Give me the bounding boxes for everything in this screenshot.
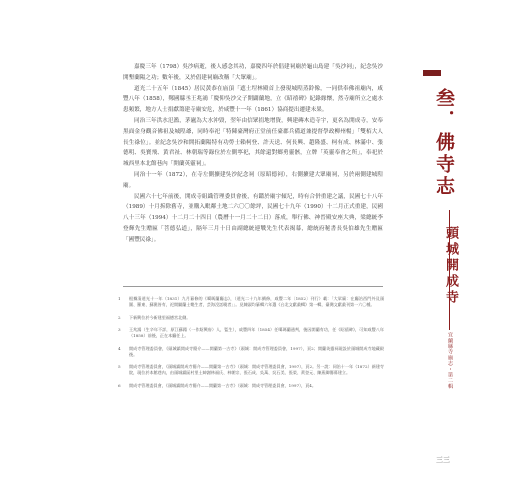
footnote-text: 開成寺管理委員會，《頭城鎮開成寺簡介——開蘭第一古寺》（頭城：開成寺管理委員會，1997），頁2。另一說：同治十一年（1872）新建寺院，現位於本館巷內，由頭城鎮區村里士紳謝林福氏、林朝宗、張石成、吳萬、吳石美、張榮、黃登元、陳燕卿籌募建立。 [129,364,384,376]
footnote [118,327,384,339]
footnote-text: 開成寺管理委員會，《頭城鎮開成寺簡介——開蘭第一古寺》（頭城：開成寺管理委員會，1997），頁4。 [129,382,316,388]
main-text-column [123,62,383,246]
body-paragraph: 同治三年洪水氾濫，茅廬為大水沖毀，翌年由信眾捐地增資，興建磚木造寺宇，更名為開成寺，安奉黑面金身觀音佛祖及城隍爺，同時奉祀「特陳臺灣府正堂前任臺郡兵備道兼提督學政柳州楊」「雙栢大人長生祿位」。並紀念吳沙和開拓蘭陽特有功勞士賴柯登、許天送、何長興、趙隆盛、柯有成、林滿中、張德明、吳寶飛、黃君祉、林朝瑞等錄位於左側寧祀，其餘還對鄉勇靈骸，立牌「英靈奉會之所」，奉祀於城西里本北館巷內「開蘭英靈祠」。 [123,117,383,168]
footnote [118,364,384,376]
section-title: 頭城開成寺 [443,226,458,306]
footnote-text: 根據清道光十一年（1831）九月纂修的《噶瑪蘭廳志》，（道光二十九年續修，咸豐二年〔1852〕刊行）載：「大眾廟：在廳治西門外及頭圍、羅東、蘇澳皆有，祀開闢蘭土斃生者，芸海沒話曉者」」。見陳淑均纂輯六年選《台北文獻叢輯》第一輯，臺灣文獻叢刊第一六〇種。 [129,296,384,308]
footnote [118,346,384,358]
footnote [118,296,384,308]
footnote-number: 4 [118,345,121,351]
footnote [118,315,384,321]
running-head: 宜蘭縣寺廟志・第二輯 [447,332,453,389]
page-number: 三三 [436,456,450,464]
chapter-title: 叁．佛寺志 [433,88,455,198]
body-paragraph: 道光二十五年（1845）居民黃恭在庙頂「遮土埕林殿首上發現城隍蒸鈴像，一同供奉佛祖廟內，咸豐八年（1858），鄭國縣丞王兆鴻「慶仰吳沙父子開闢蘭地，立《昭禧碑》紀錄緣懷，然寺廟所立之處水患頻繁，地方人士捐獻籌建寺廟安危，於咸豐十一年（1861）協商提出遷建未果。 [123,85,383,114]
body-paragraph: 民國六十七年前後，開成寺組織管理委員會後，有鑑於廟宇傾圮，時有合併重建之議，民國七十八年（1989）十月拆除舊寺，並購入毗鄰土地二六〇〇餘坪，民國七十九年（1990）十二月正式重建，民國八十三年（1994）十二月二十四日（農曆十一月二十二日）落成，舉行佛、神晉殿安座大典，梁總統李登輝先生贈匾「菩德弘道」，隔年三月十日由副總統連戰先生代表揭幕，總統府秘書長吳伯雄先生贈匾「國豐民祿」。 [123,193,383,243]
footnote-text: 開成寺管理委員會，《頭城鎮開成寺簡介——開蘭第一古寺》（頭城：開成寺管理委員會，1997），頁2；開蘭英靈祠現設於頭城開成寺地藏殿後。 [129,345,384,357]
footnote-divider [123,286,383,287]
footnote-text: 王兆鴻（生卒年不詳，原江蘇籍（一作紹興府）人，監生），咸豐四年（1854）任噶瑪蘭通判，後因開蘭有功，任《昭禧碑》，可知咸豐八年（1858）前後，正在本廳任上。 [129,326,384,339]
side-banner-mark [423,70,441,76]
footnote-number: 6 [118,382,121,388]
footnotes-section [118,296,384,395]
footnote-number: 3 [118,326,121,332]
footnote [118,383,384,389]
body-paragraph: 同治十一年（1872），在寺左側擴建吳沙紀念祠（原昭德祠），右側擴建大眾廟祠，另於兩側建城隍廟。 [123,171,383,189]
body-paragraph: 嘉慶三年（1798）吳沙病逝，後人感念其功，嘉慶四年於倡建祠廟於龜山島建「吳沙祠」，紀念吳沙開墾蘭陽之功；數年後，又於倡建祠廟改稱「大眾廟」。 [123,64,383,81]
footnote-number: 2 [118,314,121,320]
footnote-number: 5 [118,364,121,370]
footnote-text: 下新興位於今新建里福德宮北側。 [129,314,191,320]
footnote-number: 1 [118,296,121,301]
